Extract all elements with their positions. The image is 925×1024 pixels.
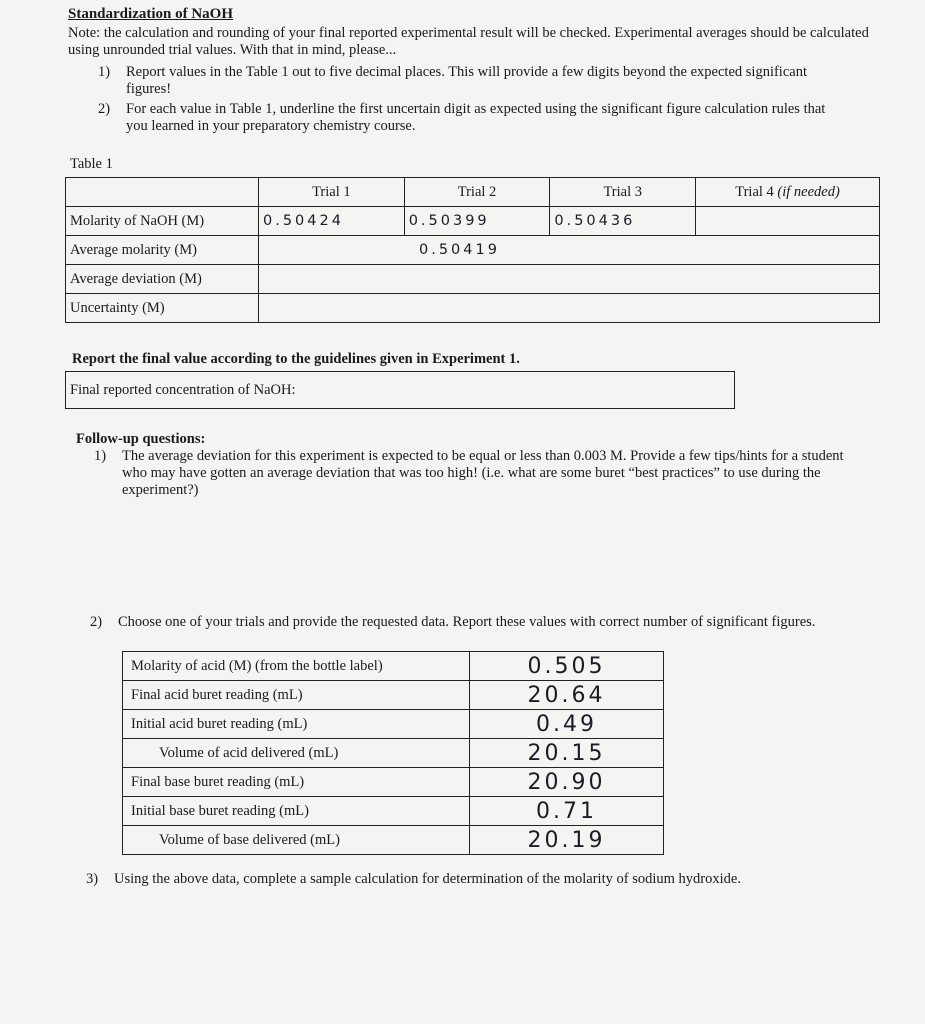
- table-row: [66, 236, 880, 265]
- handwritten-initial-acid[interactable]: 0.49: [470, 710, 664, 739]
- question-number: 3): [86, 871, 99, 887]
- question-text: Using the above data, complete a sample calculation for determination of the molarity of sodium hydroxide.: [114, 871, 741, 887]
- handwritten-final-base[interactable]: 20.90: [470, 768, 664, 797]
- table-row: [123, 710, 664, 739]
- handwritten-acid-molarity[interactable]: 0.505: [470, 652, 664, 681]
- report-instruction: Report the final value according to the guidelines given in Experiment 1.: [72, 351, 520, 367]
- question-2: [90, 614, 850, 631]
- table-row: [123, 681, 664, 710]
- followup-heading: Follow-up questions:: [76, 431, 206, 447]
- handwritten-base-volume[interactable]: 20.19: [470, 826, 664, 855]
- row-label-average-molarity: Average molarity (M): [66, 236, 259, 265]
- question-number: 2): [90, 614, 103, 630]
- table-row: [123, 797, 664, 826]
- table-row: [66, 265, 880, 294]
- row-label-acid-molarity: Molarity of acid (M) (from the bottle label): [123, 652, 470, 681]
- instruction-text: For each value in Table 1, underline the first uncertain digit as expected using the significant figure calculation rules that you learned in your preparatory chemistry course.: [126, 101, 826, 134]
- table-row: [123, 768, 664, 797]
- row-label-molarity: Molarity of NaOH (M): [66, 207, 259, 236]
- handwritten-trial1-molarity[interactable]: 0.50424: [259, 207, 405, 236]
- table-row: [66, 207, 880, 236]
- table1-corner-cell: [66, 178, 259, 207]
- uncertainty-cell[interactable]: [259, 294, 880, 323]
- table1: [65, 177, 880, 323]
- average-deviation-cell[interactable]: [259, 265, 880, 294]
- handwritten-trial3-molarity[interactable]: 0.50436: [550, 207, 696, 236]
- question-text: The average deviation for this experiment is expected to be equal or less than 0.003 M. Provide a few tips/hints for a student who may have gotten an average deviation that was too high! (i.e. what are some buret “best practices” to use during the experiment?): [122, 448, 844, 498]
- table1-header-trial1: Trial 1: [259, 178, 405, 207]
- question-1: [94, 448, 874, 499]
- table1-label: Table 1: [70, 156, 113, 172]
- trial4-if-needed: (if needed): [777, 183, 840, 200]
- instruction-number: 1): [98, 64, 111, 80]
- handwritten-average-molarity[interactable]: 0.50419: [259, 236, 880, 265]
- question-text: Choose one of your trials and provide the requested data. Report these values with correct number of significant figures.: [118, 614, 816, 630]
- row-label-initial-base: Initial base buret reading (mL): [123, 797, 470, 826]
- table2: [122, 651, 664, 855]
- table1-header-trial3: Trial 3: [550, 178, 696, 207]
- instruction-number: 2): [98, 101, 111, 117]
- question-number: 1): [94, 448, 107, 464]
- instruction-item: [98, 64, 858, 98]
- handwritten-acid-volume[interactable]: 20.15: [470, 739, 664, 768]
- instruction-text: Report values in the Table 1 out to five decimal places. This will provide a few digits beyond the expected significant figures!: [126, 64, 807, 97]
- table-row: [123, 739, 664, 768]
- row-label-average-deviation: Average deviation (M): [66, 265, 259, 294]
- table1-header-trial4: [696, 178, 880, 207]
- note-text: Note: the calculation and rounding of your final reported experimental result will be checked. Experimental averages should be calculated using unrounded trial values. With that in mind, please...: [68, 25, 869, 58]
- handwritten-initial-base[interactable]: 0.71: [470, 797, 664, 826]
- question-3: [86, 871, 866, 888]
- table-row: [66, 294, 880, 323]
- table1-header-row: [66, 178, 880, 207]
- row-label-final-acid: Final acid buret reading (mL): [123, 681, 470, 710]
- final-concentration-box[interactable]: [65, 371, 735, 409]
- page-title: Standardization of NaOH: [68, 6, 234, 22]
- handwritten-trial2-molarity[interactable]: 0.50399: [404, 207, 550, 236]
- instruction-item: [98, 101, 858, 135]
- row-label-uncertainty: Uncertainty (M): [66, 294, 259, 323]
- trial4-molarity-cell[interactable]: [696, 207, 880, 236]
- handwritten-final-acid[interactable]: 20.64: [470, 681, 664, 710]
- row-label-base-volume: Volume of base delivered (mL): [123, 826, 470, 855]
- row-label-final-base: Final base buret reading (mL): [123, 768, 470, 797]
- table-row: [123, 652, 664, 681]
- row-label-initial-acid: Initial acid buret reading (mL): [123, 710, 470, 739]
- table1-header-trial2: Trial 2: [404, 178, 550, 207]
- trial4-label: Trial 4: [735, 183, 778, 200]
- table-row: [123, 826, 664, 855]
- row-label-acid-volume: Volume of acid delivered (mL): [123, 739, 470, 768]
- final-concentration-label: Final reported concentration of NaOH:: [70, 382, 296, 398]
